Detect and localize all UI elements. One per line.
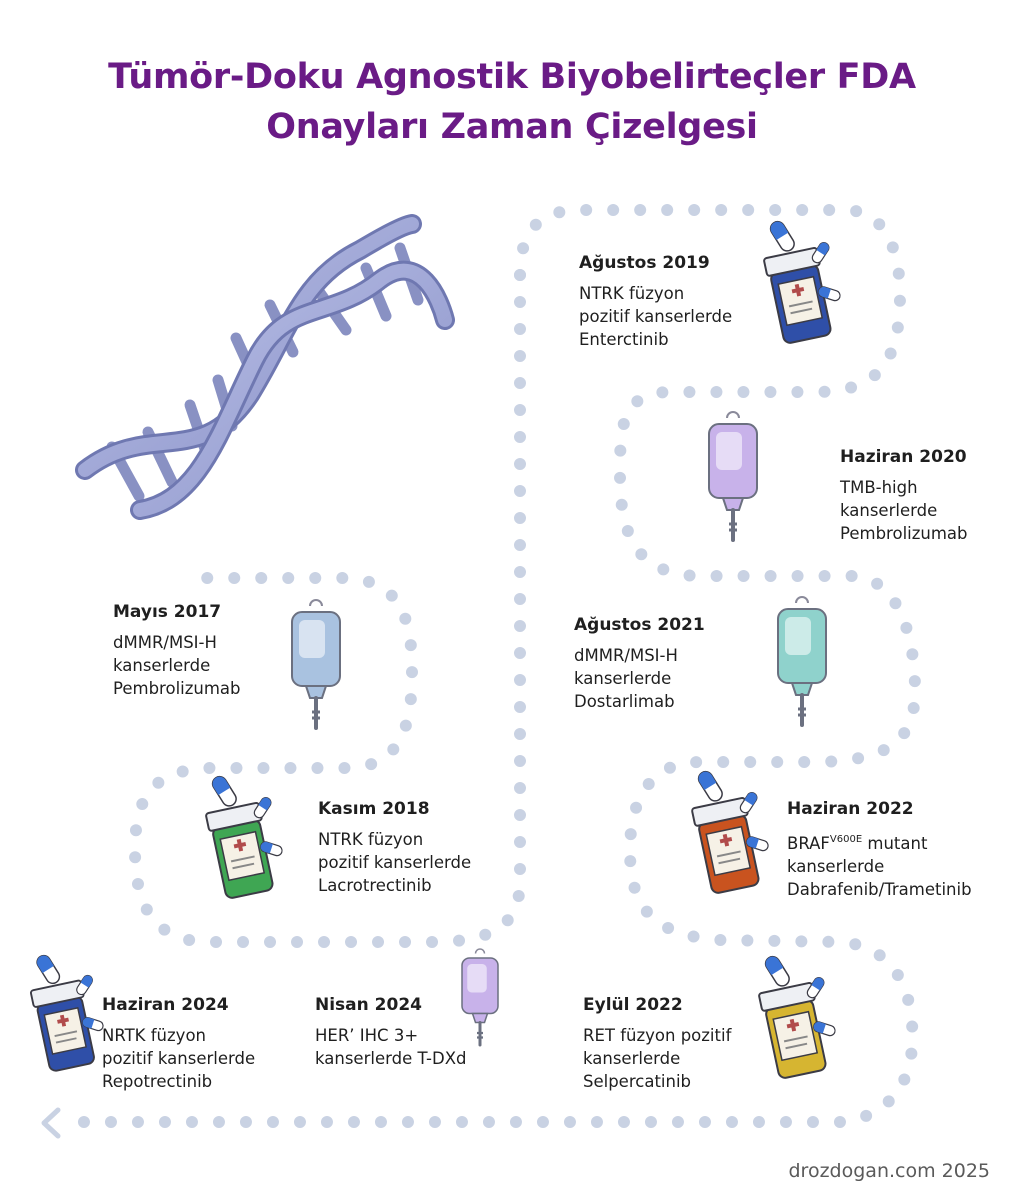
- milestone-line: Pembrolizumab: [113, 679, 241, 698]
- iv-bag-icon: [778, 597, 826, 725]
- milestone-line: NTRK füzyon: [318, 830, 424, 849]
- dna-helix-icon: [85, 224, 445, 510]
- milestone-date: Haziran 2020: [840, 447, 967, 467]
- milestone-line: kanserlerde: [574, 669, 672, 688]
- milestone-date: Haziran 2024: [102, 995, 229, 1015]
- milestone-date: Kasım 2018: [318, 799, 430, 819]
- milestone-line: kanserlerde: [583, 1049, 681, 1068]
- milestone-line: dMMR/MSI-H: [113, 633, 217, 652]
- pill-bottle-icon: [684, 760, 777, 895]
- milestone-line: kanserlerde: [840, 501, 938, 520]
- milestone-line: pozitif kanserlerde: [102, 1049, 256, 1068]
- iv-bag-icon: [709, 412, 757, 540]
- milestone-line: Dostarlimab: [574, 692, 675, 711]
- pill-bottle-icon: [198, 765, 291, 900]
- pill-bottle-icon: [751, 945, 844, 1080]
- milestone-2022-06: [787, 798, 972, 901]
- milestone-date: Ağustos 2019: [579, 253, 710, 273]
- title-line-2: Onayları Zaman Çizelgesi: [266, 107, 758, 147]
- milestone-line: Repotrectinib: [102, 1072, 213, 1091]
- milestone-line: pozitif kanserlerde: [579, 307, 733, 326]
- milestone-date: Ağustos 2021: [574, 615, 705, 635]
- milestone-line: Pembrolizumab: [840, 524, 968, 543]
- milestone-2019-08: [579, 252, 732, 351]
- milestone-2017-05: [113, 601, 241, 700]
- braf-mutation-superscript: V600E: [829, 834, 863, 845]
- milestone-line: kanserlerde T-DXd: [315, 1049, 467, 1068]
- milestone-line: pozitif kanserlerde: [318, 853, 472, 872]
- milestone-date: Eylül 2022: [583, 995, 683, 1015]
- pill-bottle-icon: [23, 944, 112, 1072]
- milestone-2018-11: [318, 798, 471, 897]
- iv-bag-icon: [462, 949, 498, 1045]
- milestone-line: Selpercatinib: [583, 1072, 692, 1091]
- braf-label: BRAF: [787, 834, 830, 853]
- iv-bag-icon: [292, 600, 340, 728]
- milestone-line: NRTK füzyon: [102, 1026, 206, 1045]
- mutant-label: mutant: [862, 834, 928, 853]
- milestone-2021-08: [574, 614, 705, 713]
- milestone-2024-04: [315, 994, 466, 1070]
- timeline-arrow-icon: [44, 1110, 58, 1136]
- pill-bottle-icon: [756, 210, 849, 345]
- milestone-2022-09: [583, 994, 731, 1093]
- milestone-line: NTRK füzyon: [579, 284, 685, 303]
- milestone-line: Lacrotrectinib: [318, 876, 432, 895]
- milestone-line: kanserlerde: [113, 656, 211, 675]
- milestone-2020-06: [840, 446, 968, 545]
- milestone-date: Mayıs 2017: [113, 602, 222, 622]
- title-line-1: Tümör-Doku Agnostik Biyobelirteçler FDA: [108, 57, 916, 97]
- milestone-date: Haziran 2022: [787, 799, 914, 819]
- milestone-line: HER’ IHC 3+: [315, 1026, 419, 1045]
- milestone-line: dMMR/MSI-H: [574, 646, 678, 665]
- milestone-line: kanserlerde: [787, 857, 885, 876]
- milestone-line: TMB-high: [840, 478, 918, 497]
- milestone-line-braf: [787, 828, 972, 855]
- footer-credit: drozdogan.com 2025: [788, 1160, 990, 1182]
- milestone-line: Enterctinib: [579, 330, 669, 349]
- milestone-2024-06: [102, 994, 255, 1093]
- milestone-line: Dabrafenib/Trametinib: [787, 880, 972, 899]
- milestone-line: RET füzyon pozitif: [583, 1026, 732, 1045]
- milestone-date: Nisan 2024: [315, 995, 422, 1015]
